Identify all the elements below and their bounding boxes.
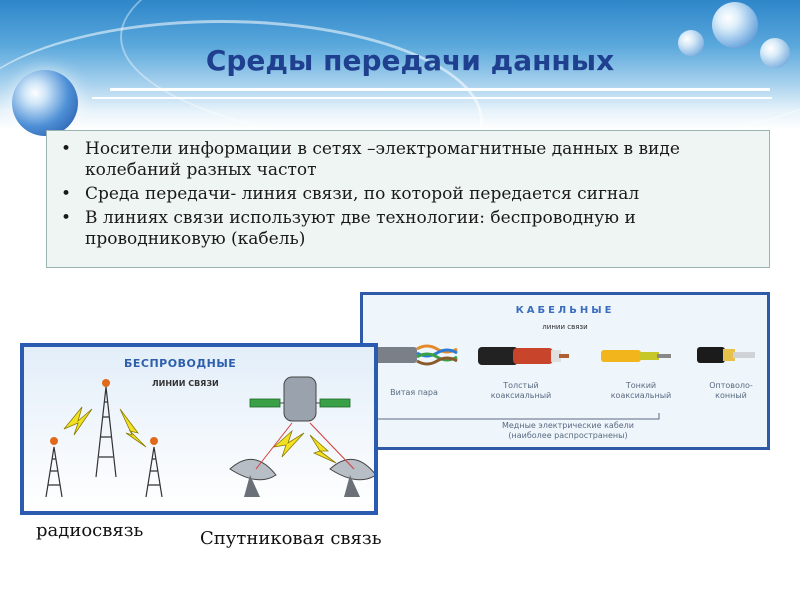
satellite-dish-icon [230,459,374,497]
thick-coax-cable-image [478,347,569,365]
twisted-pair-cable-image [371,346,457,364]
label-fiber-optic: Оптоволо- конный [709,381,753,400]
decorative-sphere-top-right [712,2,758,48]
satellite-lightning-icon [274,431,336,463]
slide-title: Среды передачи данных [205,44,615,77]
wireless-panel-title: БЕСПРОВОДНЫЕ [124,357,237,370]
satellite-icon [250,377,350,421]
copper-cables-note: Медные электрические кабели (наиболее распространены) [501,421,634,440]
wireless-panel-subtitle: ЛИНИИ СВЯЗИ [152,379,219,388]
thin-coax-cable-image [601,350,671,362]
copper-bracket [377,413,659,419]
label-twisted-pair: Витая пара [390,388,438,397]
caption-satellite: Спутниковая связь [200,528,382,549]
antenna-signal-icon [50,379,158,445]
fiber-optic-cable-image [697,347,755,363]
label-thin-coax: Тонкий коаксиальный [610,381,672,400]
decorative-sphere-right [760,38,790,68]
caption-radio: радиосвязь [36,520,144,541]
bullet-list [47,131,769,250]
bullet-item: • Носители информации в сетях –электромагнитные данных в виде колебаний разных частот [85,139,759,181]
wireless-illustrations [24,347,374,511]
cable-panel-subtitle: линии связи [542,323,588,331]
decorative-sphere-left [12,70,78,136]
title-underline [110,88,770,91]
wireless-lines-figure [20,343,378,515]
bullet-list-box [46,130,770,268]
title-underline-2 [92,97,772,99]
cable-panel-title: КАБЕЛЬНЫЕ [515,305,615,316]
bullet-item: • В линиях связи используют две технологии: беспроводную и проводниковую (кабель) [85,208,759,250]
label-thick-coax: Толстый коаксиальный [490,381,552,400]
bullet-item: • Среда передачи- линия связи, по которой передается сигнал [85,184,759,205]
radio-tower-icon [46,387,162,497]
lightning-icon [64,407,146,447]
cable-lines-figure [360,292,770,450]
